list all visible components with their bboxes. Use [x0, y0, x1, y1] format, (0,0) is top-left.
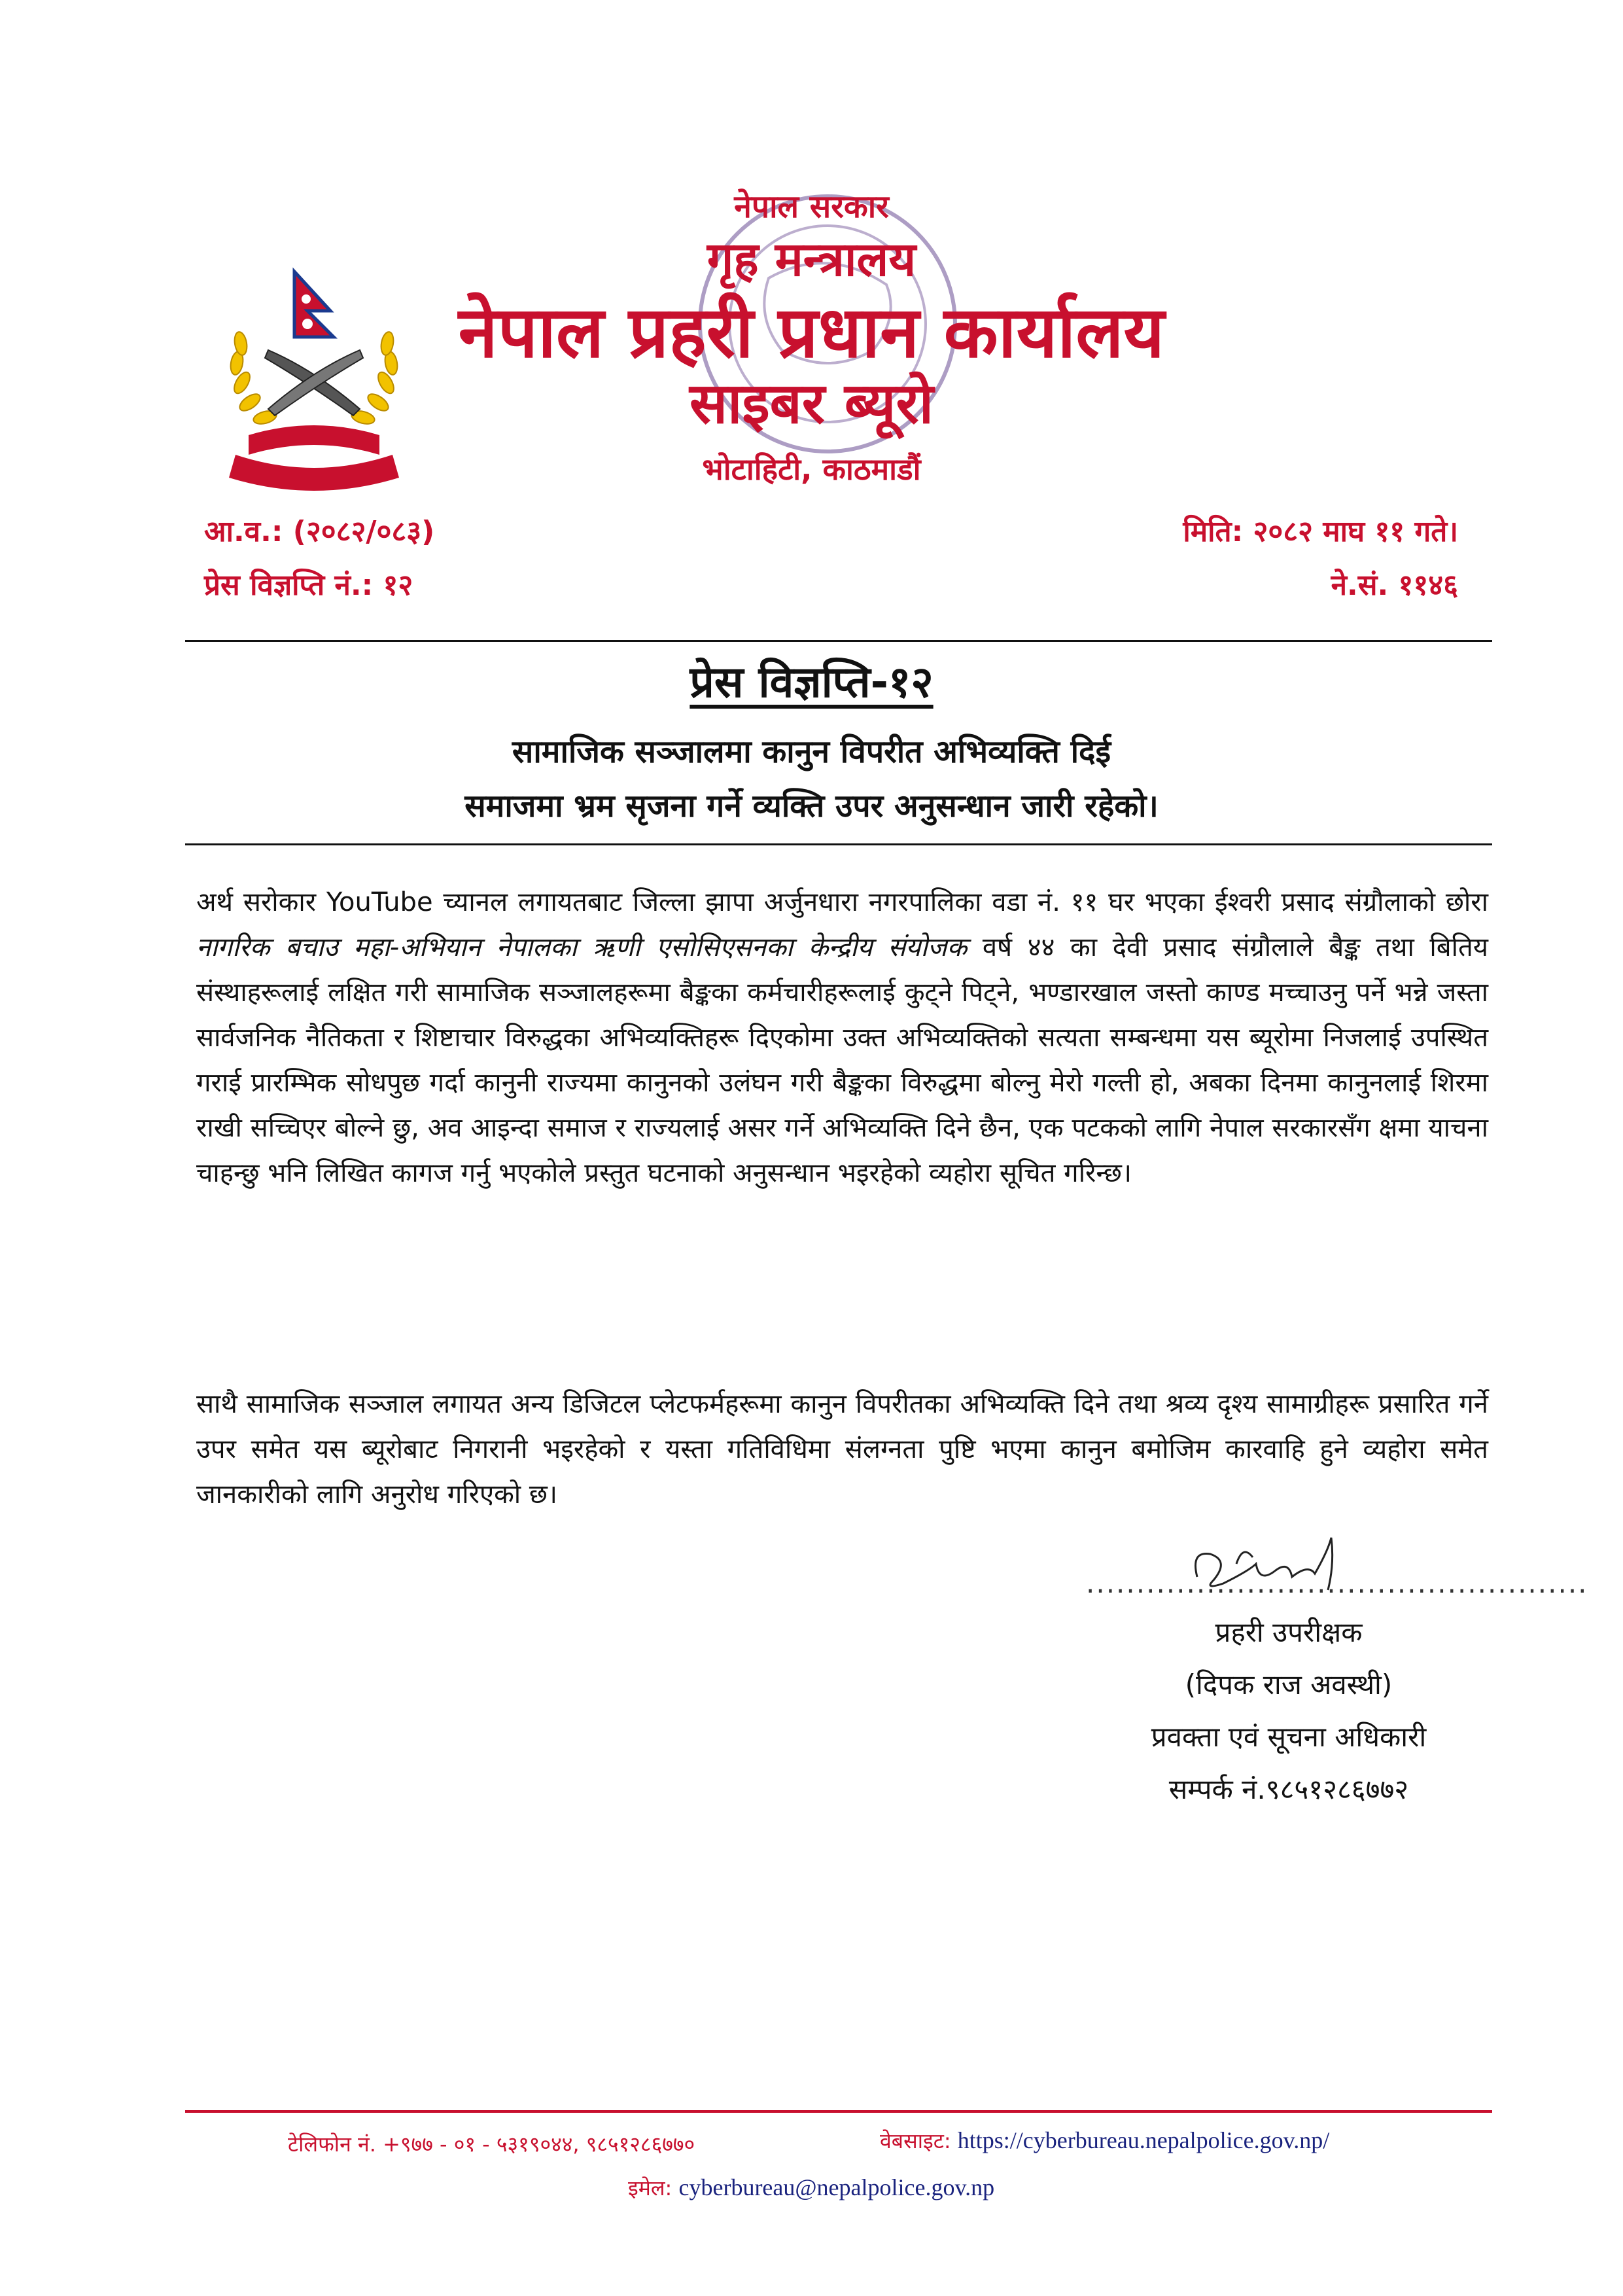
phone-label: टेलिफोन नं.: [288, 2132, 383, 2157]
signatory-role: प्रवक्ता एवं सूचना अधिकारी: [1151, 1721, 1427, 1753]
footer-email: [628, 2174, 994, 2202]
title-top-divider: [185, 640, 1492, 642]
signatory-rank: प्रहरी उपरीक्षक: [1215, 1616, 1363, 1648]
email-label: इमेल:: [628, 2176, 679, 2200]
footer-divider: [185, 2110, 1492, 2113]
government-name: नेपाल सरकार: [734, 188, 889, 225]
press-release-number: प्रेस विज्ञप्ति नं.: १२: [204, 569, 413, 602]
phone-value: +९७७ - ०१ - ५३१९०४४, ९८५१२८६७७०: [383, 2132, 695, 2157]
subtitle-line-2: समाजमा भ्रम सृजना गर्ने व्यक्ति उपर अनुसन्धान जारी रहेको।: [464, 788, 1159, 824]
press-release-title: प्रेस विज्ञप्ति-१२: [689, 657, 934, 707]
p1-part-b: वर्ष ४४ का देवी प्रसाद संग्रौलाले बैङ्क तथा बितिय संस्थाहरूलाई लक्षित गरी सामाजिक सञ्जालहरूमा बैङ्कका कर्मचारीहरूलाई कुट्ने पिट्ने, भण्डारखाल जस्तो काण्ड मच्चाउनु पर्ने भन्ने जस्ता सार्वजनिक नैतिकता र शिष्टाचार विरुद्धका अभिव्यक्तिहरू दिएकोमा उक्त अभिव्यक्तिको सत्यता सम्बन्धमा यस ब्यूरोमा निजलाई उपस्थित गराई प्रारम्भिक सोधपुछ गर्दा कानुनी राज्यमा कानुनको उलंघन गरी बैङ्कका विरुद्धमा बोल्नु मेरो गल्ती हो, अबका दिनमा कानुनलाई शिरमा राखी सच्चिएर बोल्ने छु, अव आइन्दा समाज र राज्यलाई असर गर्ने अभिव्यक्ति दिने छैन, एक पटकको लागि नेपाल सरकारसँग क्षमा याचना चाहन्छु भनि लिखित कागज गर्नु भएकोले प्रस्तुत घटनाको अनुसन्धान भइरहेको व्यहोरा सूचित गरिन्छ।: [196, 932, 1488, 1188]
bureau-name: साइबर ब्यूरो: [689, 371, 934, 436]
title-bottom-divider: [185, 843, 1492, 845]
website-label: वेबसाइट:: [880, 2128, 958, 2153]
p1-italic-organization: नागरिक बचाउ महा-अभियान नेपालका ऋणी एसोसिएसनका केन्द्रीय संयोजक: [196, 932, 968, 963]
body-paragraph-2: साथै सामाजिक सञ्जाल लगायत अन्य डिजिटल प्लेटफर्महरूमा कानुन विपरीतका अभिव्यक्ति दिने तथा श्रव्य दृश्य सामाग्रीहरू प्रसारित गर्ने उपर समेत यस ब्यूरोबाट निगरानी भइरहेको र यस्ता गतिविधिमा संलग्नता पुष्टि भएमा कानुन बमोजिम कारवाहि हुने व्यहोरा समेत जानकारीको लागि अनुरोध गरिएको छ।: [196, 1389, 1488, 1510]
footer-website: [880, 2127, 1329, 2155]
signature-line: ..................................................: [1086, 1567, 1588, 1599]
signatory-contact: सम्पर्क नं.९८५१२८६७७२: [1168, 1773, 1409, 1805]
fiscal-year: आ.व.: (२०८२/०८३): [204, 515, 435, 548]
office-location: भोटाहिटी, काठमाडौं: [702, 451, 921, 487]
subtitle-line-1: सामाजिक सञ्जालमा कानुन विपरीत अभिव्यक्ति दिई: [512, 733, 1111, 770]
nepal-sambat: ने.सं. ११४६: [1331, 569, 1458, 602]
office-name: नेपाल प्रहरी प्रधान कार्यालय: [458, 292, 1165, 374]
email-link[interactable]: cyberbureau@nepalpolice.gov.np: [678, 2174, 995, 2200]
ministry-name: गृह मन्त्रालय: [707, 232, 916, 287]
issue-date: मिति: २०८२ माघ ११ गते।: [1183, 515, 1458, 548]
website-link[interactable]: https://cyberbureau.nepalpolice.gov.np/: [957, 2127, 1330, 2153]
p1-part-a: अर्थ सरोकार YouTube च्यानल लगायतबाट जिल्ला झापा अर्जुनधारा नगरपालिका वडा नं. ११ घर भएका ईश्वरी प्रसाद संग्रौलाको छोरा: [196, 887, 1488, 917]
footer-phone: [288, 2130, 695, 2158]
signatory-name: (दिपक राज अवस्थी): [1185, 1669, 1393, 1701]
body-paragraph-1: [196, 880, 1488, 1196]
